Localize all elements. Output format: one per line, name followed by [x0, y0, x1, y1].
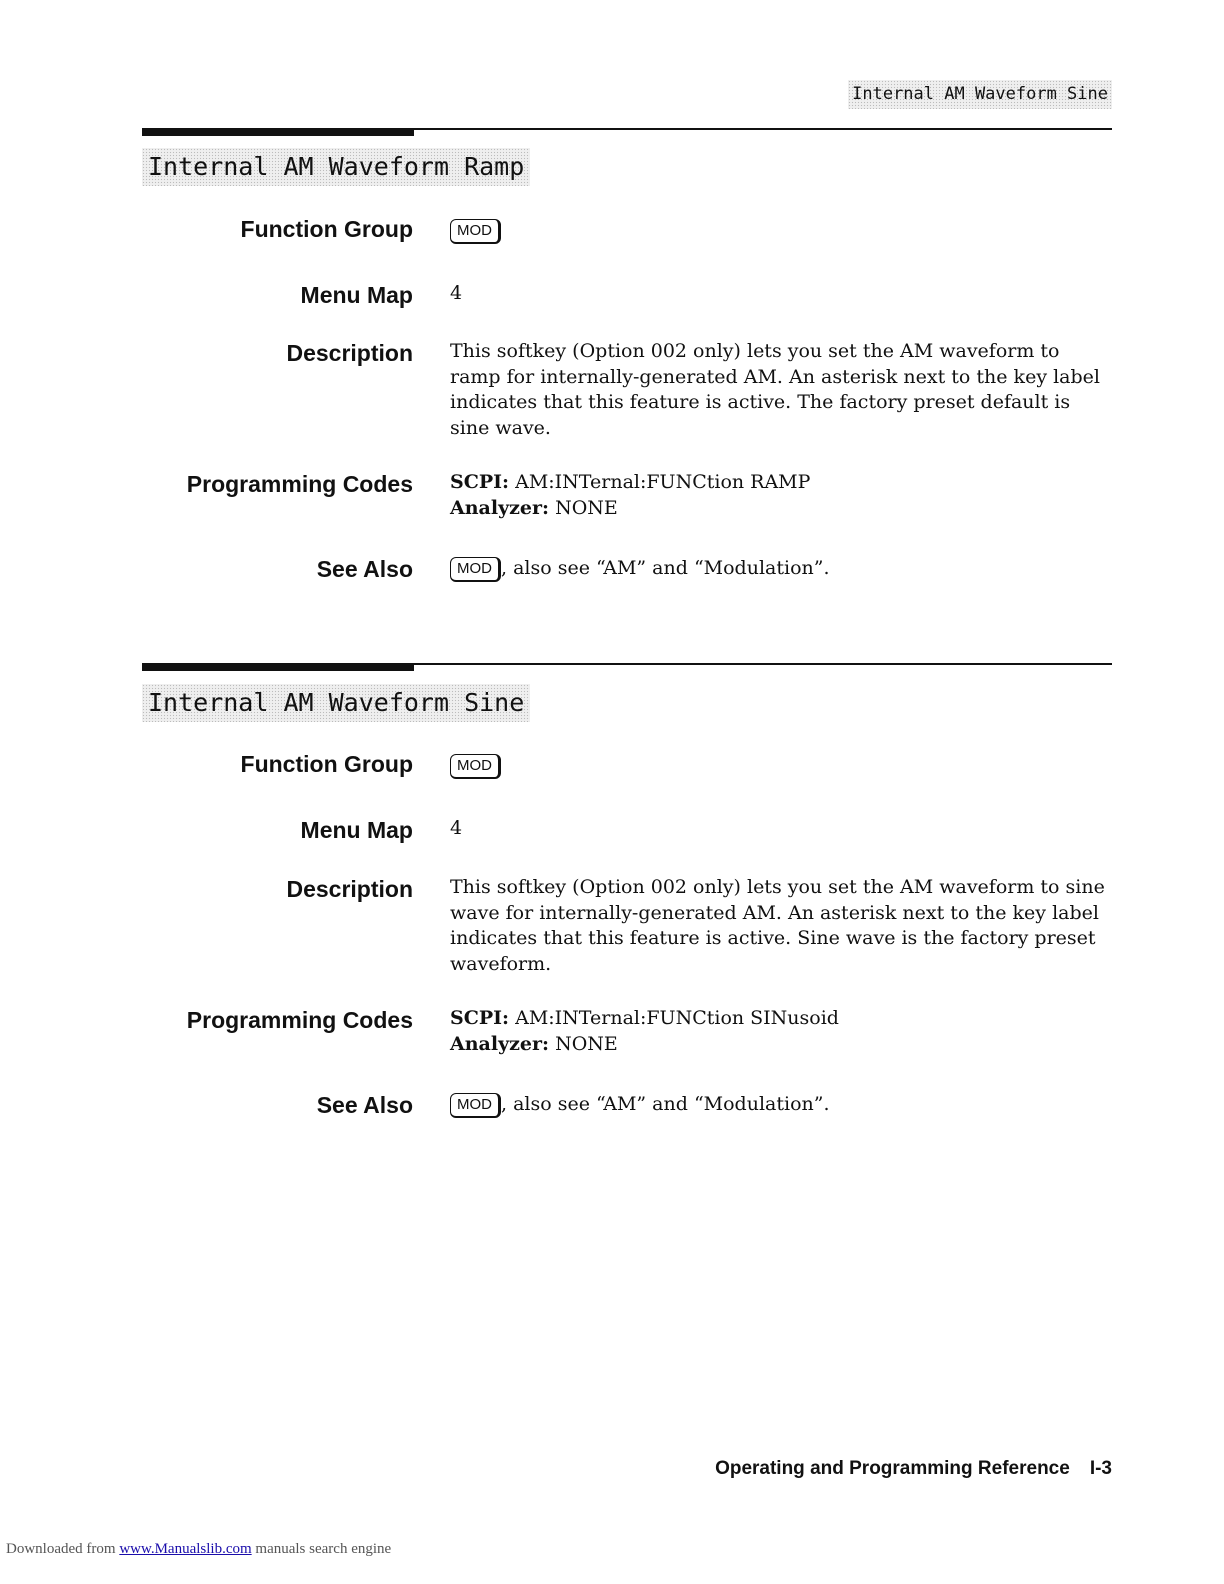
download-suffix: manuals search engine	[255, 1541, 392, 1557]
page-footer	[715, 1458, 1112, 1480]
analyzer-line	[450, 496, 1112, 522]
programming-codes-value	[450, 470, 1112, 521]
analyzer-line	[450, 1032, 1112, 1058]
scpi-label: SCPI:	[450, 1007, 510, 1029]
description-text: This softkey (Option 002 only) lets you set the AM waveform to sine wave for internally-generated AM. An asterisk next to the key label indicates that this feature is active. Sine wave is the factory preset waveform.	[450, 876, 1105, 975]
mod-key[interactable]: MOD	[450, 219, 501, 244]
function-group-label: Function Group	[240, 216, 413, 242]
function-group-value	[450, 218, 1112, 244]
description-label: Description	[286, 876, 413, 902]
page-number: I-3	[1089, 1458, 1112, 1479]
scpi-command: AM:INTernal:FUNCtion SINusoid	[515, 1007, 839, 1029]
analyzer-label: Analyzer:	[450, 496, 550, 519]
description-label: Description	[286, 340, 413, 366]
programming-codes-label: Programming Codes	[186, 1007, 413, 1033]
section-divider-bar	[142, 128, 414, 136]
mod-key[interactable]: MOD	[450, 754, 501, 779]
function-group-value	[450, 753, 1112, 779]
running-header-title: Internal AM Waveform Sine	[848, 80, 1112, 109]
scpi-line	[450, 470, 1112, 496]
menu-map-label: Menu Map	[300, 282, 413, 308]
menu-map-value: 4	[450, 282, 463, 304]
analyzer-value: NONE	[555, 1032, 618, 1055]
scpi-command: AM:INTernal:FUNCtion RAMP	[515, 471, 811, 493]
manualslib-link[interactable]: www.Manualslib.com	[119, 1541, 252, 1557]
download-prefix: Downloaded from	[6, 1541, 116, 1557]
section-title: Internal AM Waveform Ramp	[142, 148, 530, 186]
section-divider-bar	[142, 663, 414, 671]
download-note	[6, 1541, 391, 1558]
see-also-value	[450, 556, 1112, 582]
function-group-label: Function Group	[240, 751, 413, 777]
see-also-label: See Also	[316, 1092, 413, 1118]
section-title: Internal AM Waveform Sine	[142, 684, 530, 722]
menu-map-value: 4	[450, 817, 463, 839]
see-also-text: , also see “AM” and “Modulation”.	[501, 1093, 830, 1115]
programming-codes-label: Programming Codes	[186, 471, 413, 497]
see-also-label: See Also	[316, 556, 413, 582]
scpi-line	[450, 1006, 1112, 1032]
mod-key[interactable]: MOD	[450, 557, 501, 582]
analyzer-value: NONE	[555, 496, 618, 519]
see-also-text: , also see “AM” and “Modulation”.	[501, 557, 830, 579]
description-text: This softkey (Option 002 only) lets you set the AM waveform to ramp for internally-generated AM. An asterisk next to the key label indicates that this feature is active. The factory preset default is sine wave.	[450, 340, 1100, 439]
scpi-label: SCPI:	[450, 471, 510, 493]
menu-map-label: Menu Map	[300, 817, 413, 843]
analyzer-label: Analyzer:	[450, 1032, 550, 1055]
programming-codes-value	[450, 1006, 1112, 1057]
mod-key[interactable]: MOD	[450, 1093, 501, 1118]
see-also-value	[450, 1092, 1112, 1118]
footer-section-name: Operating and Programming Reference	[715, 1458, 1070, 1479]
